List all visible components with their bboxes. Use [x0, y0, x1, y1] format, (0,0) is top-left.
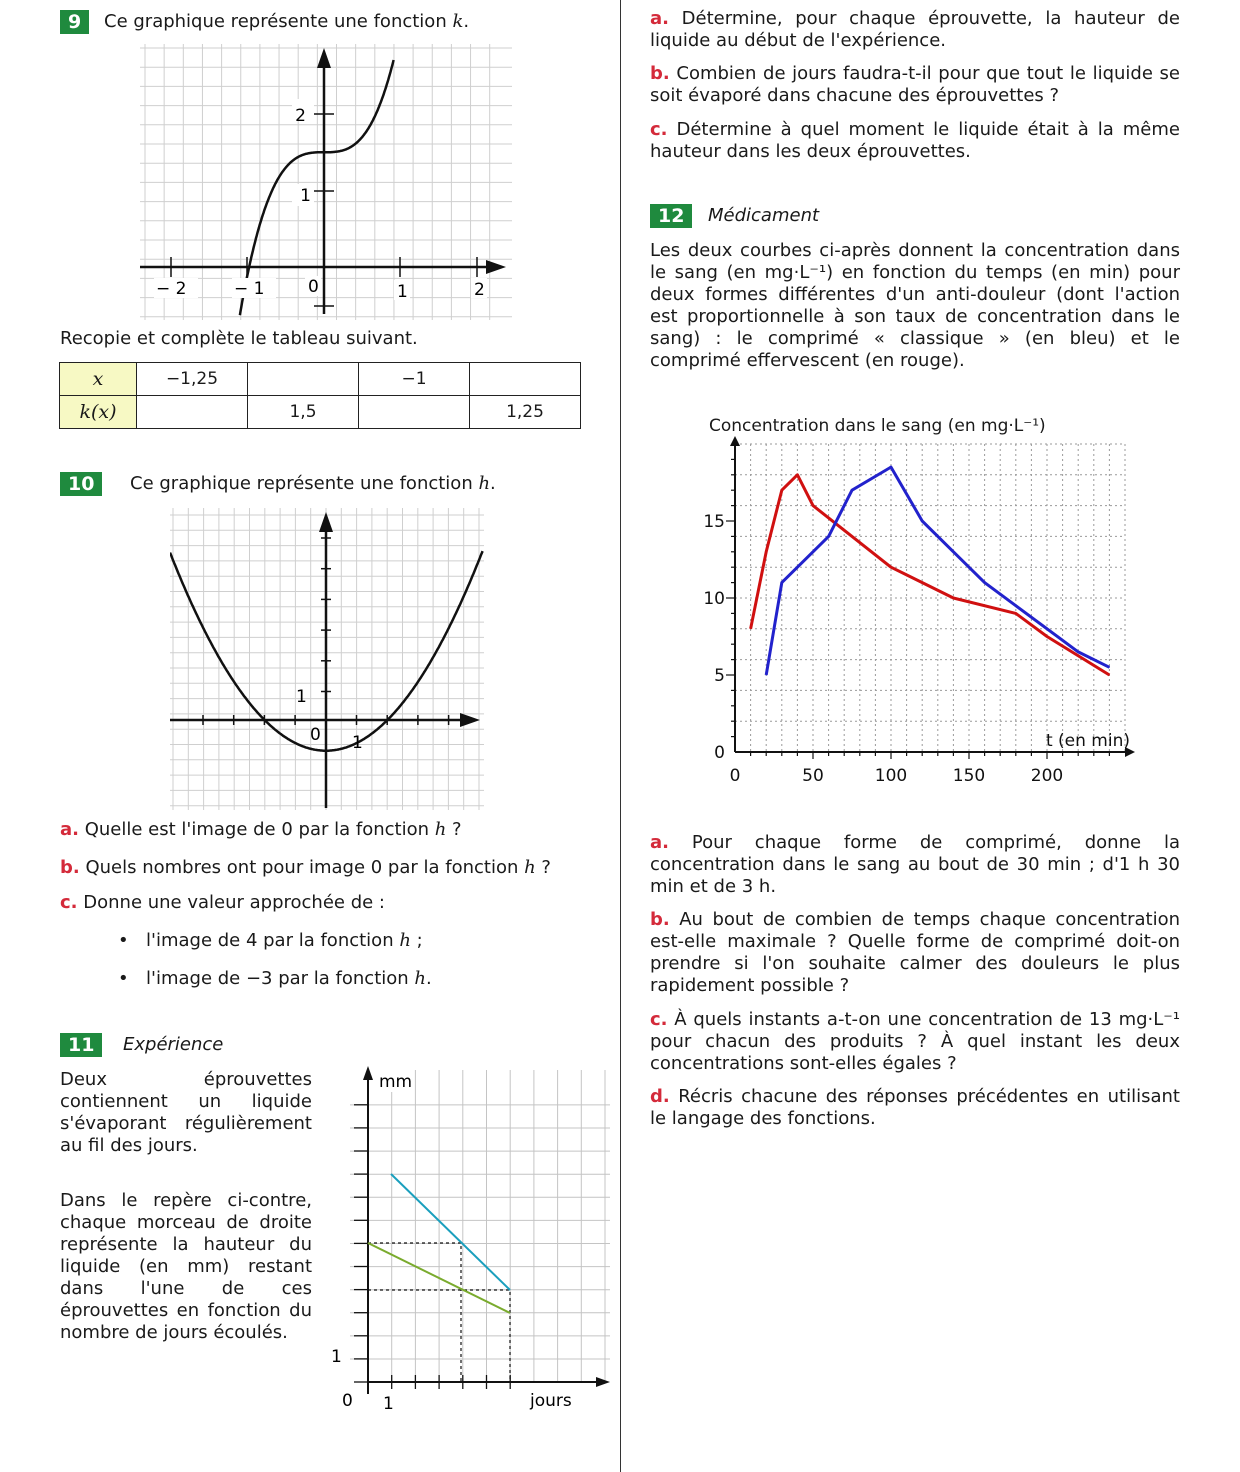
question-letter: d.	[650, 1086, 670, 1107]
exercise-9-title-var: k	[452, 11, 464, 32]
table-cell: −1	[359, 363, 470, 396]
exercise-12-question-d	[650, 1086, 1180, 1130]
series-1-point	[922, 521, 923, 522]
question-text: Détermine à quel moment le liquide était à la même hauteur dans les deux éprouvettes.	[650, 119, 1180, 162]
exercise-11-badge: 11	[60, 1033, 102, 1057]
evaporation-graph	[328, 1062, 614, 1416]
question-letter: b.	[60, 857, 80, 878]
y-tick-label: 5	[714, 666, 725, 686]
h-x-arrow	[460, 713, 480, 727]
series-1-point	[891, 467, 892, 468]
exercise-10-bullet-1	[118, 930, 423, 952]
bullet-var: h	[399, 930, 411, 951]
evap-line-cyan	[391, 1174, 510, 1290]
question-var: h	[434, 819, 447, 840]
exercise-11-question-b	[650, 63, 1180, 107]
series-1-point	[984, 582, 985, 583]
exercise-10-question-c	[60, 892, 385, 914]
k-y-label-2: 2	[295, 106, 306, 126]
series-1-point	[828, 536, 829, 537]
k-x-label-1: 1	[397, 282, 408, 302]
exercise-9-instruction: Recopie et complète le tableau suivant.	[60, 328, 418, 349]
series-1-point	[852, 490, 853, 491]
exercise-10-title-end: .	[490, 473, 496, 494]
k-x-label-2: 2	[474, 280, 485, 300]
question-text: Donne une valeur approchée de :	[83, 892, 385, 913]
h-y-label-1: 1	[296, 687, 307, 707]
bullet-icon: •	[118, 930, 129, 951]
table-row-kx	[60, 396, 581, 429]
exercise-12-title: Médicament	[708, 205, 820, 226]
exercise-9-title-end: .	[463, 11, 470, 32]
k-x-label-minus1: − 1	[234, 279, 265, 299]
series-0-point	[750, 628, 751, 629]
table-head-x: x	[60, 363, 137, 396]
h-origin-label: 0	[310, 725, 321, 745]
series-0-point	[1047, 636, 1048, 637]
x-tick-label: 200	[1030, 766, 1064, 786]
bullet-text: l'image de 4 par la fonction	[146, 930, 400, 951]
exercise-10-title	[130, 472, 496, 496]
series-1-point	[1015, 605, 1016, 606]
table-cell: 1,25	[470, 396, 581, 429]
question-text: Récris chacune des réponses précédentes en utilisant le langage des fonctions.	[650, 1086, 1180, 1129]
table-cell	[137, 396, 248, 429]
exercise-9-title	[104, 10, 469, 34]
table-cell	[359, 396, 470, 429]
k-y-arrow	[317, 48, 331, 68]
x-tick-label: 50	[802, 766, 824, 786]
k-y-label-1: 1	[300, 186, 311, 206]
table-head-kx: k(x)	[60, 396, 137, 429]
series-0-point	[1015, 613, 1016, 614]
function-k-graph	[140, 44, 512, 320]
question-letter: c.	[650, 1009, 668, 1030]
exercise-11-question-a	[650, 8, 1180, 52]
exercise-12-question-a	[650, 832, 1180, 898]
series-1-point	[1078, 651, 1079, 652]
k-x-label-minus2: − 2	[156, 279, 187, 299]
exercise-10-question-b	[60, 857, 551, 879]
question-letter: a.	[60, 819, 79, 840]
question-end: ?	[535, 857, 551, 878]
y-tick-label: 0	[714, 743, 725, 763]
question-end: ?	[446, 819, 462, 840]
exercise-10-bullet-2	[118, 968, 432, 990]
question-text: Détermine, pour chaque éprouvette, la hauteur de liquide au début de l'expérience.	[650, 8, 1180, 51]
question-letter: b.	[650, 63, 670, 84]
series-1-point	[1109, 667, 1110, 668]
series-0-point	[1109, 675, 1110, 676]
series-1-point	[781, 582, 782, 583]
question-text: Quelle est l'image de 0 par la fonction	[84, 819, 435, 840]
exercise-10-badge: 10	[60, 472, 102, 496]
exercise-9-title-text: Ce graphique représente une fonction	[104, 11, 453, 32]
column-divider	[620, 0, 621, 1472]
series-0-point	[797, 474, 798, 475]
function-h-graph	[170, 508, 484, 810]
x-tick-label: 150	[952, 766, 986, 786]
table-cell	[248, 363, 359, 396]
evap-x-one: 1	[383, 1394, 394, 1414]
question-text: Pour chaque forme de comprimé, donne la concentration dans le sang au bout de 30 min ; d'1 h 30 min et de 3 h.	[650, 832, 1180, 897]
exercise-11-para-2: Dans le repère ci-contre, chaque morceau de droite représente la hauteur du liquide (en mm) restant dans l'une de ces éprouvettes en fonction du nombre de jours écoulés.	[60, 1190, 312, 1343]
exercise-10-title-text: Ce graphique représente une fonction	[130, 473, 479, 494]
values-table	[59, 362, 581, 429]
y-tick-label: 10	[703, 589, 725, 609]
question-letter: c.	[60, 892, 78, 913]
series-0-point	[891, 567, 892, 568]
series-1-point	[766, 675, 767, 676]
exercise-10-question-a	[60, 819, 462, 841]
exercise-9-badge: 9	[60, 10, 89, 34]
series-0-point	[953, 598, 954, 599]
concentration-chart	[690, 436, 1140, 796]
series-1-point	[953, 551, 954, 552]
exercise-11-para-1: Deux éprouvettes contiennent un liquide s'évaporant régulièrement au fil des jours.	[60, 1069, 312, 1156]
exercise-11-question-c	[650, 119, 1180, 163]
exercise-11-title: Expérience	[123, 1034, 224, 1055]
series-1-point	[797, 567, 798, 568]
x-tick-label: 0	[729, 766, 741, 786]
question-letter: a.	[650, 8, 669, 29]
y-axis-arrow	[730, 436, 740, 446]
k-x-arrow	[486, 260, 506, 274]
series-0-point	[906, 574, 907, 575]
question-letter: b.	[650, 909, 670, 930]
h-x-label-1: 1	[352, 733, 363, 753]
table-row-x	[60, 363, 581, 396]
series-0-point	[813, 505, 814, 506]
table-cell: 1,5	[248, 396, 359, 429]
k-origin-label: 0	[308, 277, 319, 297]
chart-title: Concentration dans le sang (en mg·L⁻¹)	[709, 416, 1046, 436]
bullet-var: h	[414, 968, 426, 989]
series-0-point	[766, 551, 767, 552]
exercise-10-title-var: h	[478, 473, 491, 494]
bullet-end: .	[426, 968, 432, 989]
question-letter: a.	[650, 832, 669, 853]
series-0-point	[781, 490, 782, 491]
table-cell	[470, 363, 581, 396]
series-0-point	[852, 536, 853, 537]
bullet-icon: •	[118, 968, 129, 989]
evap-y-one: 1	[331, 1347, 342, 1367]
question-letter: c.	[650, 119, 668, 140]
question-text: Combien de jours faudra-t-il pour que tout le liquide se soit évaporé dans chacune des éprouvettes ?	[650, 63, 1180, 106]
question-text: Quels nombres ont pour image 0 par la fonction	[85, 857, 525, 878]
exercise-12-badge: 12	[650, 204, 692, 228]
question-var: h	[524, 857, 536, 878]
y-tick-label: 15	[703, 512, 725, 532]
question-text: À quels instants a-t-on une concentration de 13 mg·L⁻¹ pour chacun des produits ? À quel instant les deux concentrations sont-elles égales ?	[650, 1009, 1180, 1074]
exercise-12-question-c	[650, 1009, 1180, 1075]
question-text: Au bout de combien de temps chaque concentration est-elle maximale ? Quelle forme de comprimé doit-on prendre si l'on souhaite calmer des douleurs le plus rapidement possible ?	[650, 909, 1180, 996]
series-line-0	[751, 475, 1110, 675]
bullet-end: ;	[410, 930, 423, 951]
x-tick-label: 100	[874, 766, 908, 786]
x-axis-label: t (en min)	[1045, 731, 1130, 751]
exercise-12-intro: Les deux courbes ci-après donnent la concentration dans le sang (en mg·L⁻¹) en fonction du temps (en min) pour deux formes différentes d'un anti-douleur (dont l'action est proportionnelle à son taux de concentration dans le sang) : le comprimé « classique » (en bleu) et le comprimé effervescent (en rouge).	[650, 240, 1180, 371]
evap-origin-label: 0	[342, 1391, 353, 1411]
exercise-12-question-b	[650, 909, 1180, 997]
table-cell: −1,25	[137, 363, 248, 396]
evap-x-unit: jours	[530, 1391, 572, 1411]
bullet-text: l'image de −3 par la fonction	[146, 968, 415, 989]
evap-y-unit: mm	[379, 1072, 413, 1092]
